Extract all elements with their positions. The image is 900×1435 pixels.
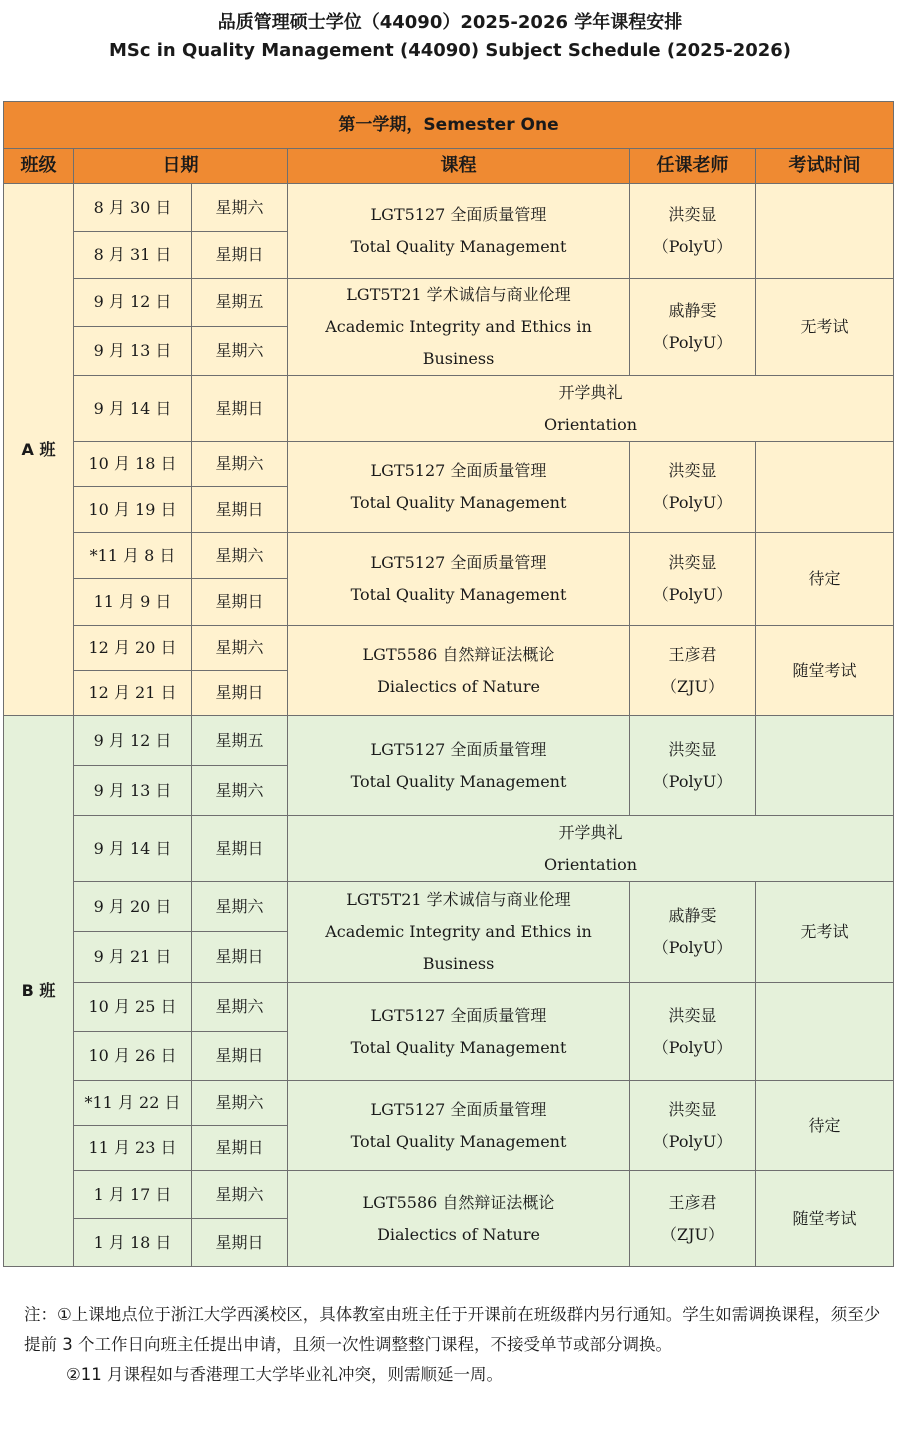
header-exam: 考试时间 [756, 149, 894, 184]
course-en: Total Quality Management [350, 493, 567, 512]
note-1: 注：①上课地点位于浙江大学西溪校区，具体教室由班主任于开课前在班级群内另行通知。学生如需调换课程，须至少提前 3 个工作日向班主任提出申请，且须一次性调整整门课程，不接受单节或部分调换。 [24, 1305, 881, 1354]
date-cell: 9 月 20 日 [74, 882, 192, 932]
teacher-org: （ZJU） [660, 676, 725, 696]
teacher-cell [630, 1171, 756, 1267]
teacher-org: （PolyU） [652, 493, 733, 512]
date-cell: 1 月 17 日 [74, 1171, 192, 1219]
date-cell: *11 月 22 日 [74, 1081, 192, 1126]
course-en: Academic Integrity and Ethics in Business [325, 922, 592, 973]
course-cell [288, 442, 630, 533]
date-cell: 9 月 12 日 [74, 716, 192, 766]
teacher-cell [630, 1081, 756, 1171]
date-cell: 10 月 19 日 [74, 487, 192, 533]
header-class: 班级 [4, 149, 74, 184]
teacher-name: 洪奕显 [668, 461, 717, 480]
title-en: MSc in Quality Management (44090) Subject Schedule (2025-2026) [108, 40, 792, 61]
course-cn: LGT5127 全面质量管理 [370, 461, 547, 480]
course-cn: LGT5T21 学术诚信与商业伦理 [346, 890, 571, 909]
exam-cell: 随堂考试 [756, 626, 894, 716]
date-cell: 9 月 13 日 [74, 766, 192, 816]
date-cell: 8 月 31 日 [74, 232, 192, 279]
teacher-org: （PolyU） [652, 1037, 733, 1057]
orientation-cn: 开学典礼 [558, 382, 623, 402]
course-cell [288, 1081, 630, 1171]
course-cn: LGT5127 全面质量管理 [370, 1099, 547, 1119]
course-en: Total Quality Management [350, 1131, 567, 1151]
weekday-cell: 星期六 [192, 1081, 288, 1126]
exam-cell: 待定 [756, 533, 894, 626]
weekday-cell: 星期日 [192, 487, 288, 533]
course-en: Dialectics of Nature [377, 676, 540, 696]
weekday-cell: 星期六 [192, 442, 288, 487]
orientation-en: Orientation [543, 414, 638, 434]
date-cell: 9 月 12 日 [74, 279, 192, 327]
date-cell: 12 月 20 日 [74, 626, 192, 671]
course-cn: LGT5127 全面质量管理 [370, 739, 547, 759]
date-cell: 11 月 9 日 [74, 579, 192, 626]
header-date: 日期 [74, 149, 288, 184]
teacher-org: （PolyU） [652, 1131, 733, 1151]
teacher-cell [630, 533, 756, 626]
weekday-cell: 星期六 [192, 766, 288, 816]
weekday-cell: 星期五 [192, 279, 288, 327]
course-en: Total Quality Management [350, 237, 567, 256]
date-cell: *11 月 8 日 [74, 533, 192, 579]
orientation-en: Orientation [543, 854, 638, 874]
date-cell: 10 月 26 日 [74, 1032, 192, 1081]
course-cn: LGT5127 全面质量管理 [370, 205, 547, 224]
course-cn: LGT5586 自然辩证法概论 [362, 644, 555, 664]
date-cell: 12 月 21 日 [74, 671, 192, 716]
course-en: Academic Integrity and Ethics in Business [325, 317, 592, 368]
course-en: Total Quality Management [350, 771, 567, 791]
exam-cell: 无考试 [756, 882, 894, 983]
teacher-name: 戚静雯 [668, 906, 717, 925]
course-cell [288, 184, 630, 279]
class-b-label: B 班 [4, 716, 74, 1267]
weekday-cell: 星期六 [192, 626, 288, 671]
teacher-name: 戚静雯 [668, 301, 717, 320]
course-cn: LGT5127 全面质量管理 [370, 1005, 547, 1025]
semester-header: 第一学期，Semester One [4, 102, 894, 149]
date-cell: 1 月 18 日 [74, 1219, 192, 1267]
course-cell [288, 716, 630, 816]
weekday-cell: 星期六 [192, 184, 288, 232]
weekday-cell: 星期六 [192, 983, 288, 1032]
date-cell: 9 月 14 日 [74, 816, 192, 882]
course-cell [288, 279, 630, 376]
title-cn: 品质管理硕士学位（44090）2025-2026 学年课程安排 [217, 12, 683, 33]
exam-cell: 无考试 [756, 279, 894, 376]
note-2: ②11 月课程如与香港理工大学毕业礼冲突，则需顺延一周。 [66, 1365, 504, 1384]
exam-cell: 待定 [756, 1081, 894, 1171]
class-a-label: A 班 [4, 184, 74, 716]
course-cn: LGT5586 自然辩证法概论 [362, 1192, 555, 1212]
orientation-cell [288, 376, 894, 442]
teacher-org: （PolyU） [652, 333, 733, 352]
teacher-name: 洪奕显 [668, 1099, 717, 1119]
course-cell [288, 983, 630, 1081]
date-cell: 10 月 18 日 [74, 442, 192, 487]
exam-cell [756, 983, 894, 1081]
teacher-org: （ZJU） [660, 1224, 725, 1244]
teacher-name: 王彦君 [668, 644, 717, 664]
weekday-cell: 星期六 [192, 1171, 288, 1219]
weekday-cell: 星期五 [192, 716, 288, 766]
date-cell: 8 月 30 日 [74, 184, 192, 232]
header-course: 课程 [288, 149, 630, 184]
teacher-cell [630, 716, 756, 816]
date-cell: 9 月 21 日 [74, 932, 192, 983]
date-cell: 9 月 13 日 [74, 326, 192, 375]
teacher-name: 王彦君 [668, 1192, 717, 1212]
notes [24, 1300, 892, 1390]
weekday-cell: 星期日 [192, 671, 288, 716]
course-en: Total Quality Management [350, 1037, 567, 1057]
teacher-name: 洪奕显 [668, 1005, 717, 1025]
weekday-cell: 星期日 [192, 1032, 288, 1081]
course-cell [288, 626, 630, 716]
orientation-cn: 开学典礼 [558, 822, 623, 842]
course-cn: LGT5127 全面质量管理 [370, 553, 547, 572]
weekday-cell: 星期日 [192, 1219, 288, 1267]
teacher-cell [630, 882, 756, 983]
weekday-cell: 星期六 [192, 882, 288, 932]
exam-cell [756, 442, 894, 533]
course-cell [288, 533, 630, 626]
orientation-cell [288, 816, 894, 882]
teacher-org: （PolyU） [652, 938, 733, 957]
date-cell: 9 月 14 日 [74, 376, 192, 442]
teacher-name: 洪奕显 [668, 739, 717, 759]
teacher-cell [630, 983, 756, 1081]
teacher-name: 洪奕显 [668, 205, 717, 224]
course-cell [288, 882, 630, 983]
teacher-org: （PolyU） [652, 585, 733, 604]
weekday-cell: 星期日 [192, 579, 288, 626]
teacher-cell [630, 442, 756, 533]
exam-cell [756, 184, 894, 279]
date-cell: 10 月 25 日 [74, 983, 192, 1032]
teacher-name: 洪奕显 [668, 553, 717, 572]
schedule-table [3, 101, 894, 1267]
teacher-cell [630, 279, 756, 376]
course-en: Dialectics of Nature [377, 1224, 540, 1244]
header-teacher: 任课老师 [630, 149, 756, 184]
weekday-cell: 星期六 [192, 326, 288, 375]
teacher-cell [630, 626, 756, 716]
course-cn: LGT5T21 学术诚信与商业伦理 [346, 285, 571, 304]
date-cell: 11 月 23 日 [74, 1126, 192, 1171]
weekday-cell: 星期六 [192, 533, 288, 579]
teacher-org: （PolyU） [652, 771, 733, 791]
weekday-cell: 星期日 [192, 1126, 288, 1171]
weekday-cell: 星期日 [192, 232, 288, 279]
course-cell [288, 1171, 630, 1267]
weekday-cell: 星期日 [192, 932, 288, 983]
teacher-org: （PolyU） [652, 237, 733, 256]
course-en: Total Quality Management [350, 585, 567, 604]
weekday-cell: 星期日 [192, 816, 288, 882]
weekday-cell: 星期日 [192, 376, 288, 442]
teacher-cell [630, 184, 756, 279]
exam-cell: 随堂考试 [756, 1171, 894, 1267]
exam-cell [756, 716, 894, 816]
